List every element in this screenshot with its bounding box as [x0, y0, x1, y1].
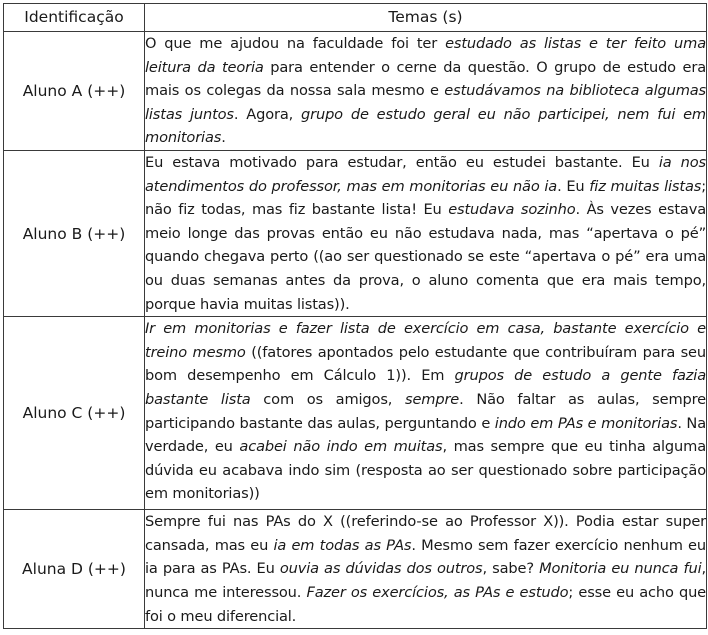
quote-segment: , sabe? [482, 560, 540, 578]
italic-quote-segment: indo em PAs e monitorias [494, 414, 678, 432]
quote-segment: . Eu [557, 177, 590, 195]
quote-segment: com os amigos, [250, 390, 405, 408]
themes-cell [145, 317, 707, 510]
table-row [4, 32, 707, 151]
themes-cell [145, 32, 707, 151]
italic-quote-segment: estudado as listas e ter feito uma leitura da teoria [145, 35, 707, 76]
quote-segment: O que me ajudou na faculdade foi ter [145, 35, 446, 52]
quote-segment: Eu estava motivado para estudar, então eu estudei bastante. Eu [145, 154, 659, 171]
table-row [4, 317, 707, 510]
quote-segment: . Agora, [233, 105, 301, 123]
italic-quote-segment: acabei não indo em muitas [239, 438, 443, 456]
quote-segment: . [221, 129, 226, 147]
italic-quote-segment: estudava sozinho [448, 201, 576, 219]
quote-segment: ; esse eu acho que foi o meu diferencial. [145, 583, 706, 625]
table-row [4, 510, 707, 629]
header-themes: Temas (s) [145, 4, 707, 32]
header-identification: Identificação [4, 4, 145, 32]
student-id-cell: Aluno A (++) [4, 32, 145, 151]
italic-quote-segment: Fazer os exercícios, as PAs e estudo [306, 583, 569, 601]
italic-quote-segment: grupo de estudo geral eu não participei, nem fui em monitorias [145, 105, 706, 147]
italic-quote-segment: grupos de estudo a gente fazia bastante lista [145, 367, 706, 408]
italic-quote-segment: ia nos atendimentos do professor, mas em monitorias eu não ia [145, 154, 706, 195]
quote-segment: . Na verdade, eu [145, 414, 706, 456]
quote-segment: . Mesmo sem fazer exercício nenhum eu ia para as PAs. Eu [145, 536, 706, 578]
italic-quote-segment: estudávamos na biblioteca algumas listas juntos [145, 82, 707, 123]
student-id-cell: Aluno B (++) [4, 151, 145, 317]
student-id-cell: Aluno C (++) [4, 317, 145, 510]
quote-segment: para entender o cerne da questão. O grupo de estudo era mais os colegas da nossa sala mesmo e [145, 58, 706, 100]
quote-segment: ((fatores apontados pelo estudante que contribuíram para seu bom desempenho em Cálculo 1)). Em [145, 343, 706, 385]
quote-segment: , mas sempre que eu tinha alguma dúvida eu acabava indo sim (resposta ao ser questionado sobre participação em monitorias)) [145, 438, 707, 503]
header-row [4, 4, 707, 32]
italic-quote-segment: Ir em monitorias e fazer lista de exercício em casa, bastante exercício e treino mesmo [145, 320, 706, 361]
quote-segment: ; não fiz todas, mas fiz bastante lista! Eu [145, 177, 706, 219]
student-id-cell: Aluna D (++) [4, 510, 145, 629]
themes-cell [145, 151, 707, 317]
quote-segment: , nunca me interessou. [145, 560, 706, 601]
themes-cell [145, 510, 707, 629]
italic-quote-segment: fiz muitas listas [589, 177, 702, 195]
table-row [4, 151, 707, 317]
italic-quote-segment: Monitoria eu nunca fui [539, 560, 702, 578]
italic-quote-segment: ouvia as dúvidas dos outros [279, 560, 483, 578]
quote-segment: . Às vezes estava meio longe das provas então eu não estudava nada, mas “apertava o pé” quando chegava perto ((ao ser questionado se este “apertava o pé” era uma ou duas semanas antes da prova, o aluno comenta que era mais tempo, porque havia muitas listas)). [145, 201, 706, 313]
italic-quote-segment: sempre [404, 390, 460, 408]
quote-segment: . Não faltar as aulas, sempre participando bastante das aulas, perguntando e [145, 390, 707, 432]
themes-table [3, 3, 707, 629]
italic-quote-segment: ia em todas as PAs [273, 536, 412, 554]
quote-segment: Sempre fui nas PAs do X ((referindo-se ao Professor X)). Podia estar super cansada, mas eu [145, 513, 706, 554]
